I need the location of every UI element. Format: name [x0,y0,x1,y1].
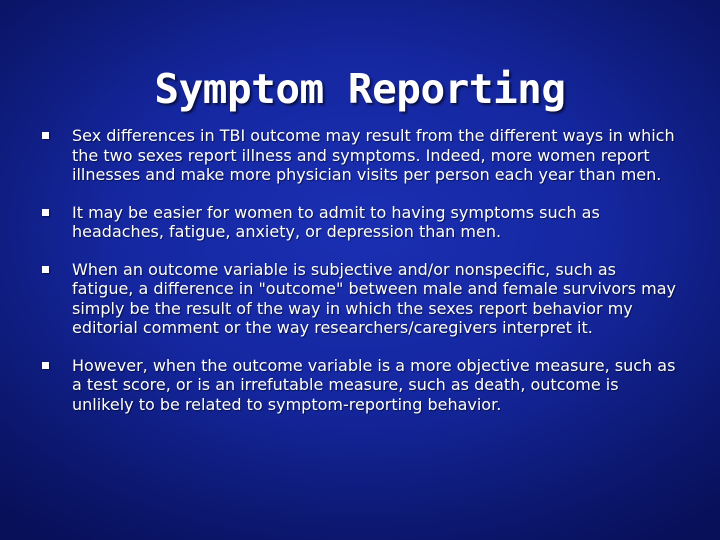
bullet-text: However, when the outcome variable is a more objective measure, such as a test score, or is an irrefutable measure, such as death, outcome is unlikely to be related to symptom-reporting behavior. [72,355,676,414]
square-bullet-icon [42,132,49,139]
bullet-item [40,356,680,415]
square-bullet-icon [42,209,49,216]
slide-title: Symptom Reporting [154,65,566,114]
square-bullet-icon [42,266,49,273]
bullet-item [40,203,680,242]
bullet-item [40,260,680,338]
bullet-text: When an outcome variable is subjective and/or nonspecific, such as fatigue, a difference in "outcome" between male and female survivors may simply be the result of the way in which the sexes report behavior my editorial comment or the way researchers/caregivers interpret it. [72,259,677,337]
square-bullet-icon [42,362,49,369]
bullet-text: It may be easier for women to admit to having symptoms such as headaches, fatigue, anxiety, or depression than men. [72,202,600,241]
bullet-list [40,126,680,432]
bullet-item [40,126,680,185]
bullet-text: Sex differences in TBI outcome may result from the different ways in which the two sexes report illness and symptoms. Indeed, more women report illnesses and make more physician visits per person each year than men. [72,126,675,184]
